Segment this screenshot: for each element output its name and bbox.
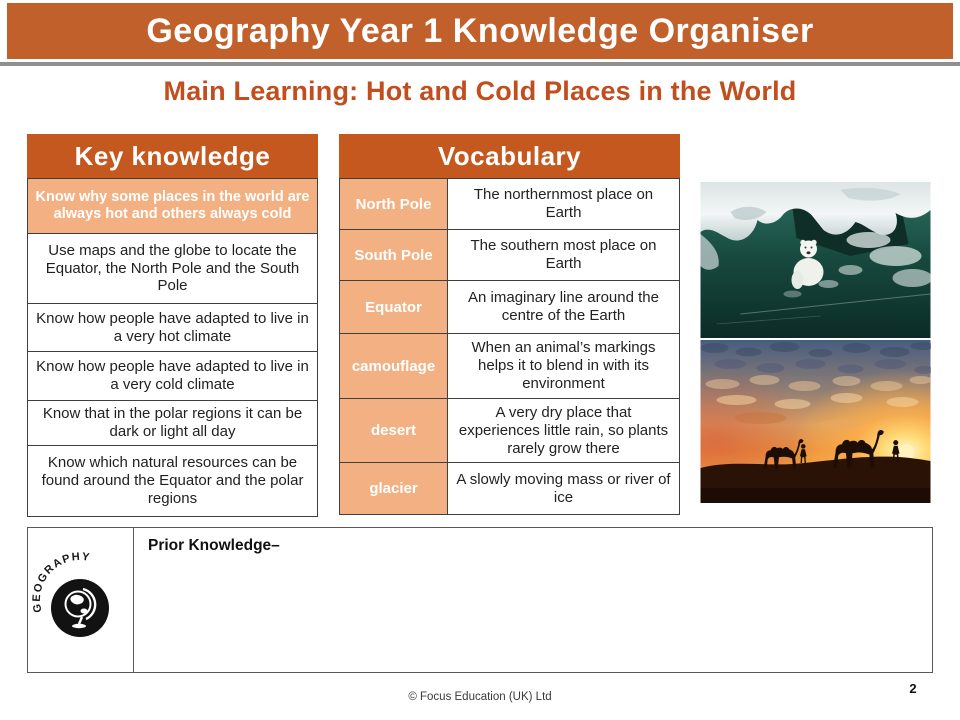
table-row	[340, 333, 679, 398]
table-row: Know how people have adapted to live in a very hot climate	[28, 303, 317, 351]
vocab-definition: The southern most place on Earth	[448, 230, 679, 280]
vocab-term: desert	[340, 399, 448, 462]
vocab-term: camouflage	[340, 334, 448, 398]
vocab-term: North Pole	[340, 179, 448, 229]
prior-knowledge-content	[134, 528, 932, 672]
prior-knowledge-label: Prior Knowledge–	[148, 537, 280, 554]
page-title: Main Learning: Hot and Cold Places in the World	[163, 76, 797, 106]
table-row	[340, 398, 679, 462]
table-row: Know how people have adapted to live in a very cold climate	[28, 351, 317, 400]
table-row	[340, 280, 679, 333]
logo-arc-text: GEOGRAPHY	[30, 550, 92, 614]
vocab-definition: When an animal’s markings helps it to blend in with its environment	[448, 334, 679, 398]
geography-globe-icon	[30, 546, 130, 650]
vocabulary-body	[339, 178, 680, 515]
vocab-term: glacier	[340, 463, 448, 514]
vocab-definition: The northernmost place on Earth	[448, 179, 679, 229]
vocab-definition: An imaginary line around the centre of the Earth	[448, 281, 679, 333]
vocab-term: Equator	[340, 281, 448, 333]
divider-rule	[0, 62, 960, 66]
key-knowledge-body	[27, 178, 318, 517]
vocabulary-table	[339, 134, 680, 515]
table-row: Know why some places in the world are always hot and others always cold	[28, 179, 317, 233]
vocab-definition: A very dry place that experiences little rain, so plants rarely grow there	[448, 399, 679, 462]
table-row	[340, 462, 679, 514]
copyright-text: © Focus Education (UK) Ltd	[408, 691, 552, 703]
vocab-definition: A slowly moving mass or river of ice	[448, 463, 679, 514]
vocabulary-header: Vocabulary	[339, 134, 680, 178]
logo-cell	[28, 528, 134, 672]
banner-title: Geography Year 1 Knowledge Organiser	[7, 3, 953, 59]
table-row	[340, 179, 679, 229]
table-row	[340, 229, 679, 280]
prior-knowledge-box	[27, 527, 933, 673]
table-row: Know which natural resources can be found around the Equator and the polar regions	[28, 445, 317, 516]
key-knowledge-table	[27, 134, 318, 517]
vocab-term: South Pole	[340, 230, 448, 280]
page-number: 2	[909, 681, 917, 696]
table-row: Use maps and the globe to locate the Equator, the North Pole and the South Pole	[28, 233, 317, 303]
polar-bear-photo	[700, 182, 931, 338]
key-knowledge-header: Key knowledge	[27, 134, 318, 178]
camel-caravan-sunset-photo	[700, 340, 931, 503]
table-row: Know that in the polar regions it can be dark or light all day	[28, 400, 317, 445]
